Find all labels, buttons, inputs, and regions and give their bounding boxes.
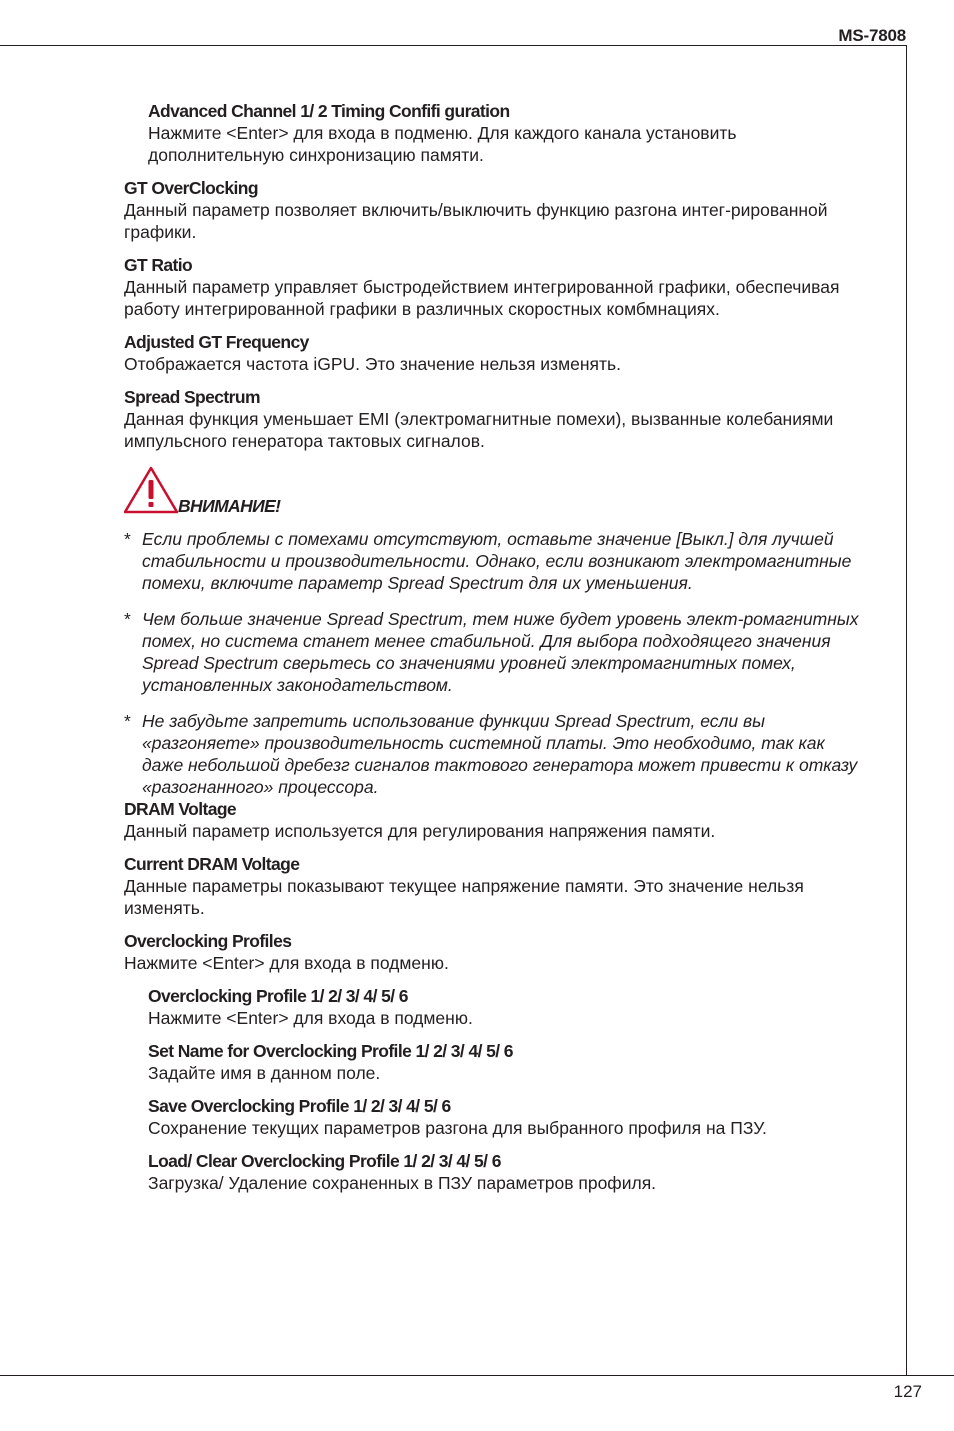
header-rule bbox=[0, 45, 907, 46]
notice-bullet bbox=[124, 528, 860, 594]
entry-description: Отображается частота iGPU. Это значение нельзя изменять. bbox=[124, 354, 621, 374]
bullet-mark: * bbox=[124, 711, 131, 731]
entry-title: DRAM Voltage bbox=[124, 799, 237, 819]
entry-title: Save Overclocking Profile 1/ 2/ 3/ 4/ 5/ 6 bbox=[148, 1096, 451, 1116]
side-rule bbox=[906, 45, 907, 1376]
entry-current-dram-voltage bbox=[124, 853, 860, 919]
entry-save-profile bbox=[124, 1095, 860, 1139]
entry-gt-ratio bbox=[124, 254, 860, 320]
entry-title: Overclocking Profiles bbox=[124, 931, 292, 951]
entry-description: Нажмите <Enter> для входа в подменю. Для каждого канала установить дополнительную синхронизацию памяти. bbox=[148, 123, 737, 165]
notice-label: ВНИМАНИЕ! bbox=[178, 496, 281, 516]
entry-overclocking-profile bbox=[124, 985, 860, 1029]
entry-title: Overclocking Profile 1/ 2/ 3/ 4/ 5/ 6 bbox=[148, 986, 408, 1006]
notice-header bbox=[124, 478, 860, 528]
entry-description: Данные параметры показывают текущее напряжение памяти. Это значение нельзя изменять. bbox=[124, 876, 804, 918]
entry-title: Current DRAM Voltage bbox=[124, 854, 300, 874]
warning-triangle-icon bbox=[124, 466, 180, 516]
bullet-text: Если проблемы с помехами отсутствуют, оставьте значение [Выкл.] для лучшей стабильности и производительности. Однако, если возникают электромагнитные помехи, включите параметр Spread Spectrum для их уменьшения. bbox=[142, 529, 852, 593]
entry-description: Нажмите <Enter> для входа в подменю. bbox=[124, 953, 449, 973]
entry-dram-voltage bbox=[124, 798, 860, 842]
entry-title: Load/ Clear Overclocking Profile 1/ 2/ 3/ 4/ 5/ 6 bbox=[148, 1151, 501, 1171]
notice-block bbox=[124, 478, 860, 798]
bullet-mark: * bbox=[124, 609, 131, 629]
model-label: MS-7808 bbox=[838, 26, 906, 45]
entry-spread-spectrum bbox=[124, 386, 860, 452]
entry-description: Сохранение текущих параметров разгона для выбранного профиля на ПЗУ. bbox=[148, 1118, 767, 1138]
notice-bullet bbox=[124, 710, 860, 798]
entry-description: Загрузка/ Удаление сохраненных в ПЗУ параметров профиля. bbox=[148, 1173, 657, 1193]
entry-title: Advanced Channel 1/ 2 Timing Confifi guration bbox=[148, 101, 510, 121]
entry-title: GT OverClocking bbox=[124, 178, 258, 198]
entry-gt-overclocking bbox=[124, 177, 860, 243]
entry-title: Adjusted GT Frequency bbox=[124, 332, 309, 352]
entry-description: Данный параметр позволяет включить/выключить функцию разгона интег-рированной графики. bbox=[124, 200, 828, 242]
footer-rule bbox=[0, 1375, 954, 1376]
entry-adjusted-gt-frequency bbox=[124, 331, 860, 375]
bullet-text: Не забудьте запретить использование функции Spread Spectrum, если вы «разгоняете» производительность системной платы. Это необходимо, так как даже небольшой дребезг сигналов тактового генератора может привести к отказу «разогнанного» процессора. bbox=[142, 711, 858, 797]
page-number: 127 bbox=[893, 1382, 922, 1401]
entry-title: Set Name for Overclocking Profile 1/ 2/ 3/ 4/ 5/ 6 bbox=[148, 1041, 513, 1061]
entry-title: GT Ratio bbox=[124, 255, 193, 275]
entry-advanced-channel-timing bbox=[124, 100, 860, 166]
notice-bullet bbox=[124, 608, 860, 696]
entry-description: Данный параметр используется для регулирования напряжения памяти. bbox=[124, 821, 716, 841]
bullet-mark: * bbox=[124, 529, 131, 549]
entry-title: Spread Spectrum bbox=[124, 387, 260, 407]
entry-description: Данная функция уменьшает EMI (электромагнитные помехи), вызванные колебаниями импульсного генератора тактовых сигналов. bbox=[124, 409, 834, 451]
entry-description: Данный параметр управляет быстродействием интегрированной графики, обеспечивая работу интегрированной графики в различных скоростных комбмнациях. bbox=[124, 277, 840, 319]
entry-load-clear-profile bbox=[124, 1150, 860, 1194]
entry-overclocking-profiles bbox=[124, 930, 860, 974]
entry-set-name-profile bbox=[124, 1040, 860, 1084]
entry-description: Задайте имя в данном поле. bbox=[148, 1063, 381, 1083]
bullet-text: Чем больше значение Spread Spectrum, тем ниже будет уровень элект-ромагнитных помех, но система станет менее стабильной. Для выбора подходящего значения Spread Spectrum сверьтесь со значениями уровней электромагнитных помех, установленных законодательством. bbox=[142, 609, 859, 695]
entry-description: Нажмите <Enter> для входа в подменю. bbox=[148, 1008, 473, 1028]
page-content bbox=[124, 100, 860, 1205]
